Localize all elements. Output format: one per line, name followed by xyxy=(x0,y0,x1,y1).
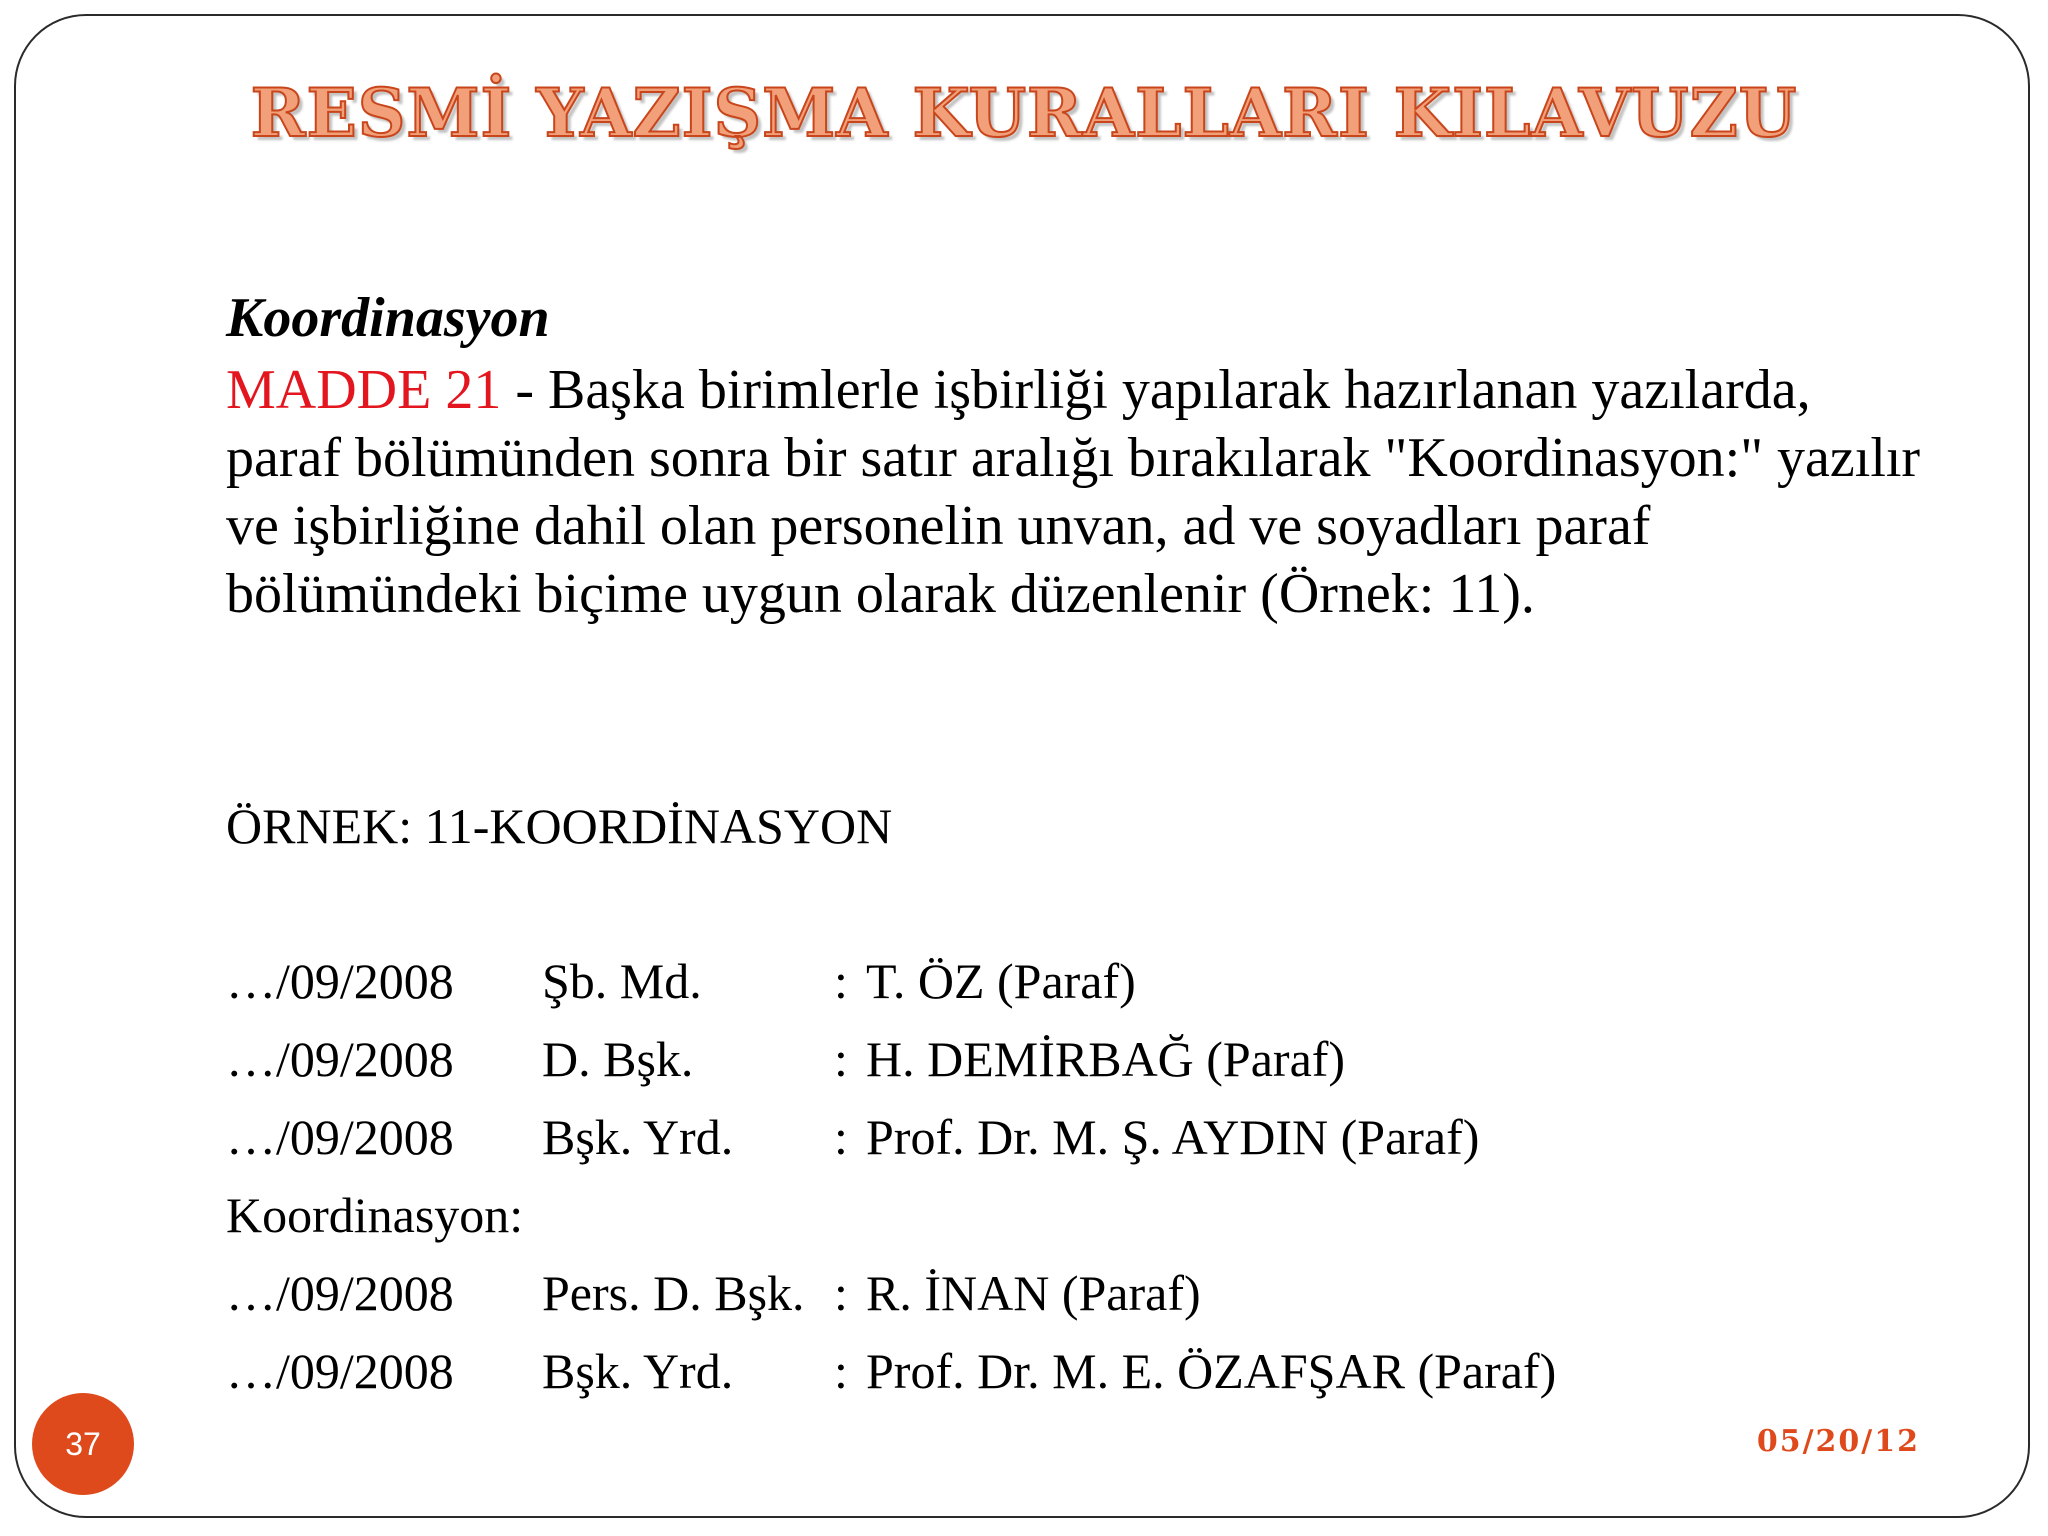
section-subtitle: Koordinasyon xyxy=(226,287,550,349)
signature-date: …/09/2008 xyxy=(226,1031,454,1087)
signature-role: D. Bşk. xyxy=(542,1031,694,1087)
slide-title: RESMİ YAZIŞMA KURALLARI KILAVUZU xyxy=(250,74,1798,152)
signature-name: T. ÖZ (Paraf) xyxy=(866,953,1136,1009)
signature-name: Prof. Dr. M. Ş. AYDIN (Paraf) xyxy=(866,1109,1480,1165)
signature-name: R. İNAN (Paraf) xyxy=(866,1265,1201,1321)
signature-separator: : xyxy=(834,1265,848,1321)
coordination-label-text: Koordinasyon: xyxy=(226,1187,524,1243)
signature-separator: : xyxy=(834,1031,848,1087)
signature-role: Pers. D. Bşk. xyxy=(542,1265,805,1321)
footer-date: 05/20/12 xyxy=(1756,1424,1920,1459)
example-title: ÖRNEK: 11-KOORDİNASYON xyxy=(226,798,893,854)
signature-date: …/09/2008 xyxy=(226,1265,454,1321)
signature-role: Bşk. Yrd. xyxy=(542,1109,734,1165)
page-number-badge: 37 xyxy=(32,1393,134,1495)
article-label: MADDE 21 xyxy=(226,359,502,421)
signature-date: …/09/2008 xyxy=(226,1343,454,1399)
signature-role: Bşk. Yrd. xyxy=(542,1343,734,1399)
signature-name: H. DEMİRBAĞ (Paraf) xyxy=(866,1031,1346,1087)
signature-separator: : xyxy=(834,1109,848,1165)
signature-separator: : xyxy=(834,1343,848,1399)
signature-separator: : xyxy=(834,953,848,1009)
signature-role: Şb. Md. xyxy=(542,953,702,1009)
article-body xyxy=(226,282,1926,628)
signature-date: …/09/2008 xyxy=(226,1109,454,1165)
signature-name: Prof. Dr. M. E. ÖZAFŞAR (Paraf) xyxy=(866,1343,1557,1399)
article-paragraph xyxy=(226,356,1926,628)
article-text: - Başka birimlerle işbirliği yapılarak hazırlanan yazılarda, paraf bölümünden sonra bir satır aralığı bırakılarak "Koordinasyon:" yazılır ve işbirliğine dahil olan personelin unvan, ad ve soyadları paraf bölümündeki biçime uygun olarak düzenlenir (Örnek: 11). xyxy=(226,359,1921,625)
signature-date: …/09/2008 xyxy=(226,953,454,1009)
